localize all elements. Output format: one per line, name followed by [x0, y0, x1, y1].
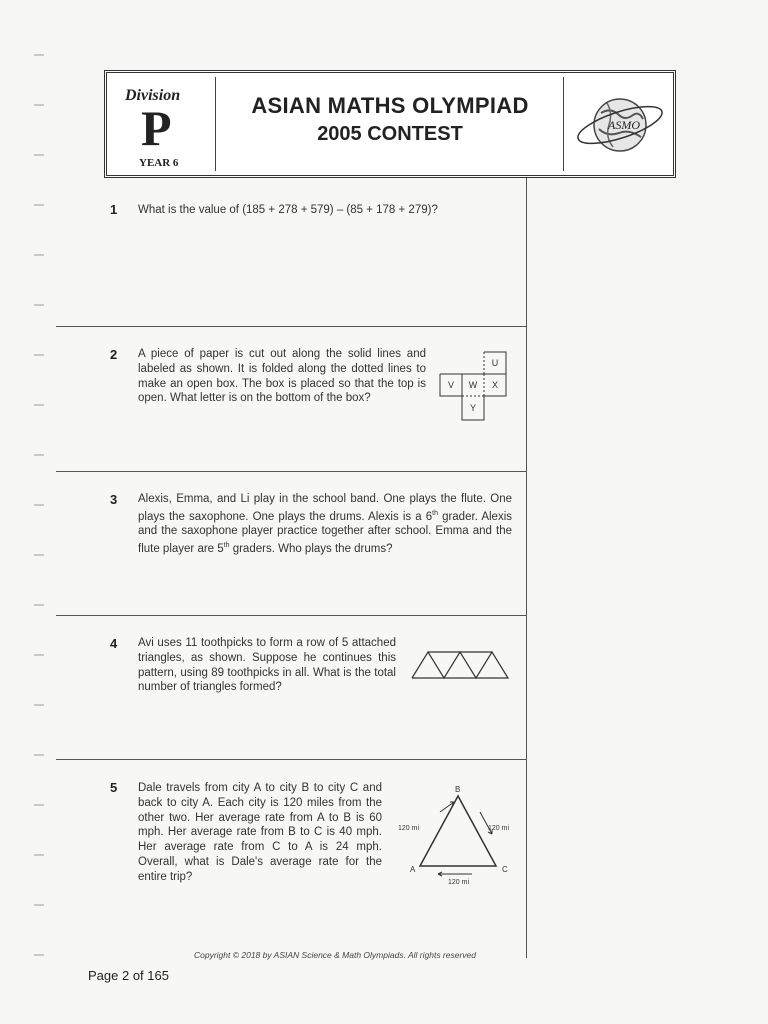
question-text-part: graders. Who plays the drums? — [229, 543, 393, 556]
edge-mark — [34, 554, 44, 556]
edge-mark — [34, 154, 44, 156]
edge-mark — [34, 954, 44, 956]
year-label: YEAR 6 — [139, 157, 179, 169]
travel-triangle-figure — [392, 782, 524, 893]
edge-mark — [34, 504, 44, 506]
question-number: 5 — [110, 780, 118, 795]
edge-mark — [34, 204, 44, 206]
contest-year-title: 2005 CONTEST — [317, 123, 463, 145]
page-number: Page 2 of 165 — [88, 968, 169, 983]
net-label-w: W — [468, 380, 478, 390]
box-net-figure — [438, 350, 514, 429]
side-bc-label: 120 mi — [488, 825, 510, 832]
edge-mark — [34, 904, 44, 906]
logo-text: ASMO — [608, 118, 640, 132]
net-label-v: V — [447, 380, 455, 390]
edge-mark — [34, 254, 44, 256]
edge-mark — [34, 454, 44, 456]
ordinal-suffix: th — [432, 509, 438, 517]
question-divider — [56, 326, 526, 327]
title-box — [217, 77, 564, 171]
edge-mark — [34, 304, 44, 306]
question-text: Dale travels from city A to city B to city C and back to city A. Each city is 120 miles from the other two. Her average rate from A to B is 60 mph. Her average rate from B to C is 40 mph. Her average rate from C to A is 24 mph. Overall, what is Dale's average rate for the entire trip? — [138, 782, 382, 883]
edge-mark — [34, 604, 44, 606]
net-label-x: X — [491, 380, 499, 390]
contest-header — [104, 70, 676, 178]
question-number: 1 — [110, 202, 118, 217]
city-c-label: C — [502, 865, 508, 874]
net-label-u: U — [491, 358, 499, 368]
edge-mark — [34, 754, 44, 756]
contest-title: ASIAN MATHS OLYMPIAD — [251, 93, 529, 118]
division-letter: P — [141, 100, 172, 156]
net-label-y: Y — [469, 403, 477, 413]
side-ab-label: 120 mi — [398, 825, 420, 832]
question-text: What is the value of (185 + 278 + 579) – (85 + 178 + 279)? — [138, 204, 438, 216]
division-label: Division — [125, 87, 181, 104]
question-text: A piece of paper is cut out along the solid lines and labeled as shown. It is folded along the dotted lines to make an open box. The box is placed so that the top is open. What letter is on the bottom of the box? — [138, 348, 426, 405]
edge-mark — [34, 54, 44, 56]
edge-mark — [34, 804, 44, 806]
edge-mark — [34, 854, 44, 856]
question-text-part: Alexis, Emma, and Li play in the school band. One plays the flute. One plays the saxophone. One plays the drums. Alexis is a 6 — [138, 493, 512, 523]
question-divider — [56, 615, 526, 616]
ordinal-suffix: th — [223, 542, 230, 550]
copyright-notice: Copyright © 2018 by ASIAN Science & Math Olympiads. All rights reserved — [194, 950, 477, 960]
globe-logo-icon — [573, 81, 667, 172]
division-box — [111, 77, 216, 171]
city-a-label: A — [410, 865, 416, 874]
edge-mark — [34, 404, 44, 406]
right-margin-line — [526, 178, 527, 958]
question-number: 2 — [110, 347, 118, 362]
edge-mark — [34, 704, 44, 706]
toothpick-triangles-figure — [410, 648, 514, 687]
question-number: 3 — [110, 492, 118, 507]
side-ca-label: 120 mi — [448, 879, 470, 886]
question-text-part: grader. Alexis and the saxophone player practice together after school. Emma and the flute player are 5 — [138, 510, 513, 556]
question-text — [138, 492, 512, 557]
question-number: 4 — [110, 636, 118, 651]
question-divider — [56, 471, 526, 472]
city-b-label: B — [455, 785, 461, 794]
edge-mark — [34, 654, 44, 656]
question-text: Avi uses 11 toothpicks to form a row of 5 attached triangles, as shown. Suppose he continues this pattern, using 89 toothpicks in all. What is the total number of triangles formed? — [138, 637, 396, 694]
edge-mark — [34, 104, 44, 106]
question-divider — [56, 759, 526, 760]
edge-mark — [34, 354, 44, 356]
